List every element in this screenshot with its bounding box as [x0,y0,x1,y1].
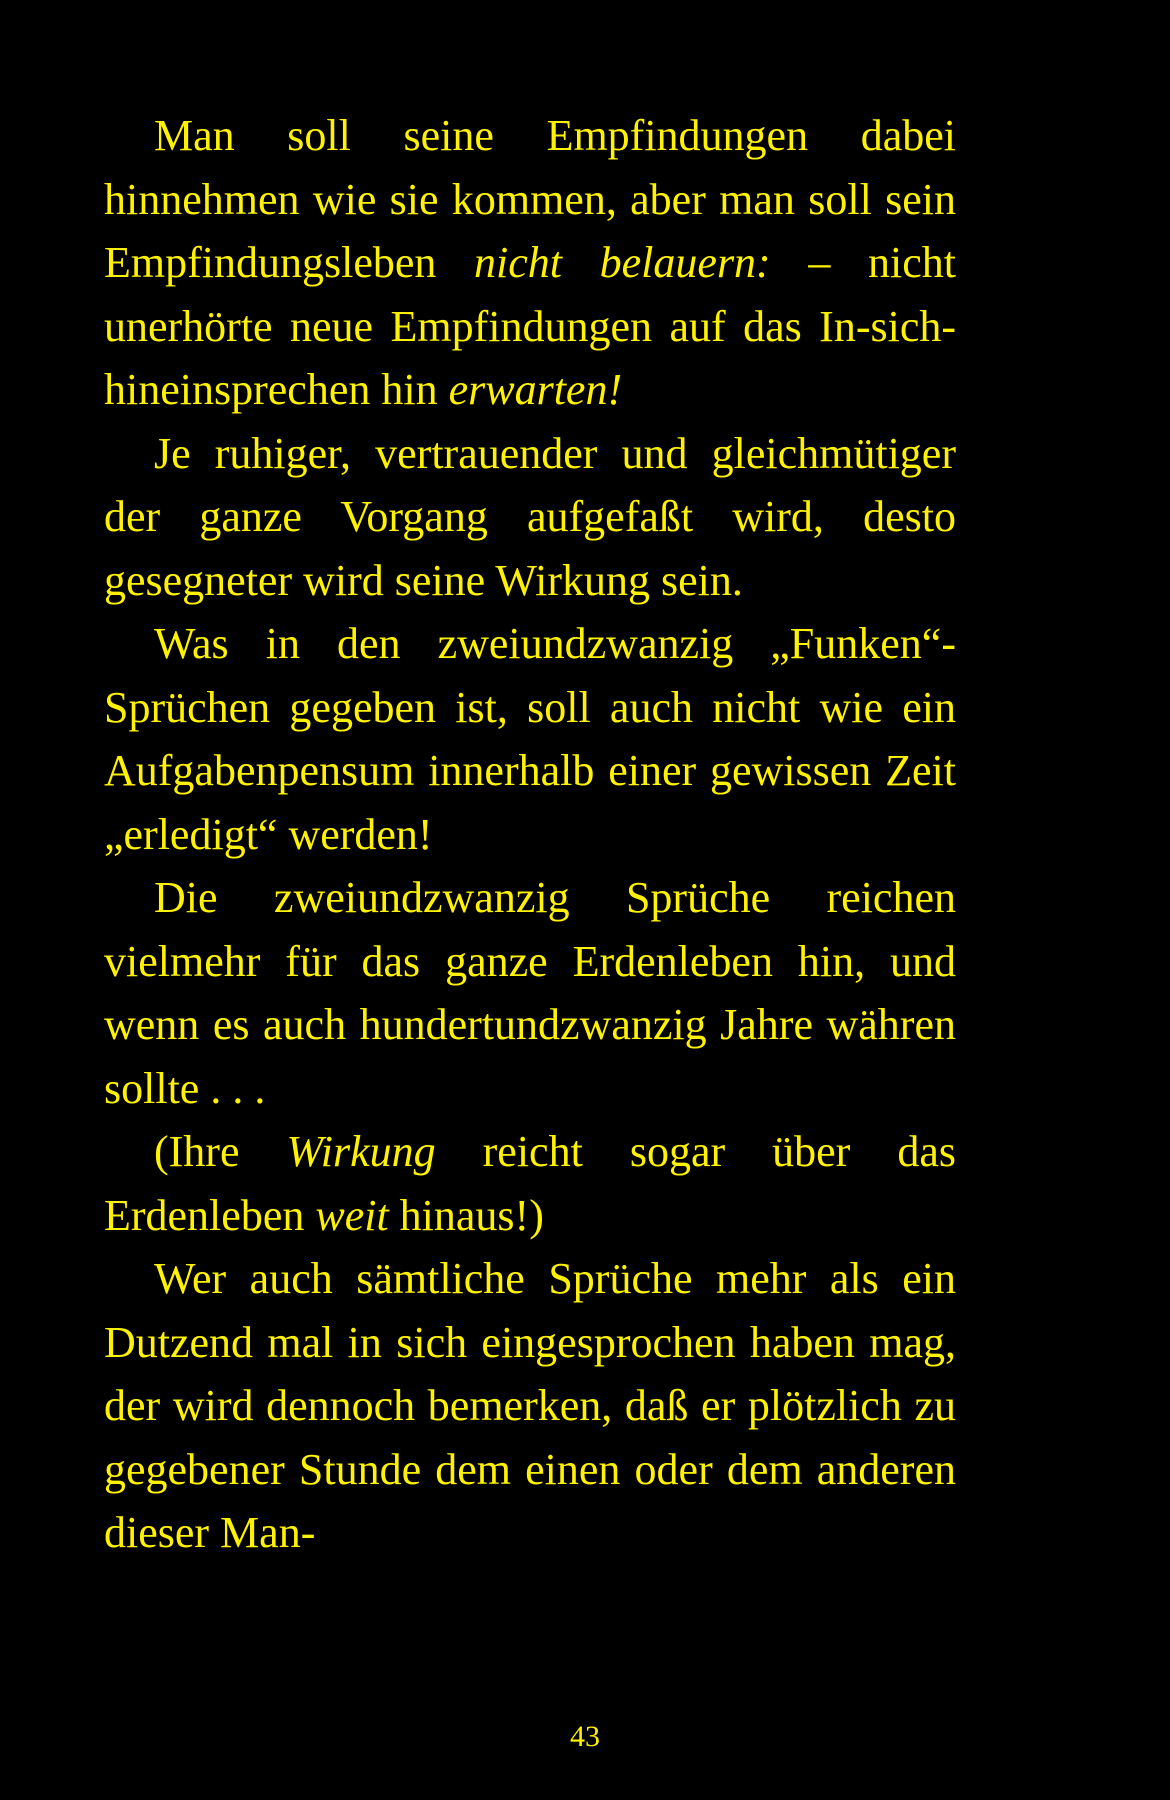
paragraph [104,1120,956,1247]
paragraph [104,422,956,613]
paragraph [104,1247,956,1565]
text-run: Die zweiundzwanzig Sprüche reichen vielmehr für das ganze Erdenleben hin, und wenn es auch hundertundzwanzig Jahre währen sollte . . . [104,873,956,1113]
text-run: hinaus!) [388,1190,544,1240]
page-number: 43 [570,1720,600,1753]
text-run-italic: nicht belauern: [474,238,771,287]
text-run-italic: erwarten! [448,365,623,414]
text-run-italic: Wirkung [286,1127,436,1176]
body-text [104,104,956,1565]
text-run: Je ruhiger, vertrauender und gleichmütiger der ganze Vorgang aufgefaßt wird, desto gesegneter wird seine Wirkung sein. [104,428,956,605]
paragraph [104,866,956,1120]
text-run: Man soll seine Empfindungen dabei hinnehmen wie sie kommen, aber man soll sein Empfindungsleben [104,111,956,287]
text-run-italic: weit [315,1190,389,1240]
text-run: (Ihre [154,1127,287,1176]
text-run: Wer auch sämtliche Sprüche mehr als ein Dutzend mal in sich eingesprochen haben mag, der wird dennoch bemerken, daß er plötzlich zu gegebener Stunde dem einen oder dem anderen dieser Man- [104,1254,956,1557]
paragraph [104,612,956,866]
text-run: reicht sogar über das Erdenleben [104,1127,956,1240]
text-run: – nicht unerhörte neue Empfindungen auf das In-sich-hineinsprechen hin [104,238,956,414]
text-run: Was in den zweiundzwanzig „Funken“- Sprüchen gegeben ist, soll auch nicht wie ein Aufgabenpensum innerhalb einer gewissen Zeit „erledigt“ werden! [104,619,956,859]
paragraph [104,104,956,422]
